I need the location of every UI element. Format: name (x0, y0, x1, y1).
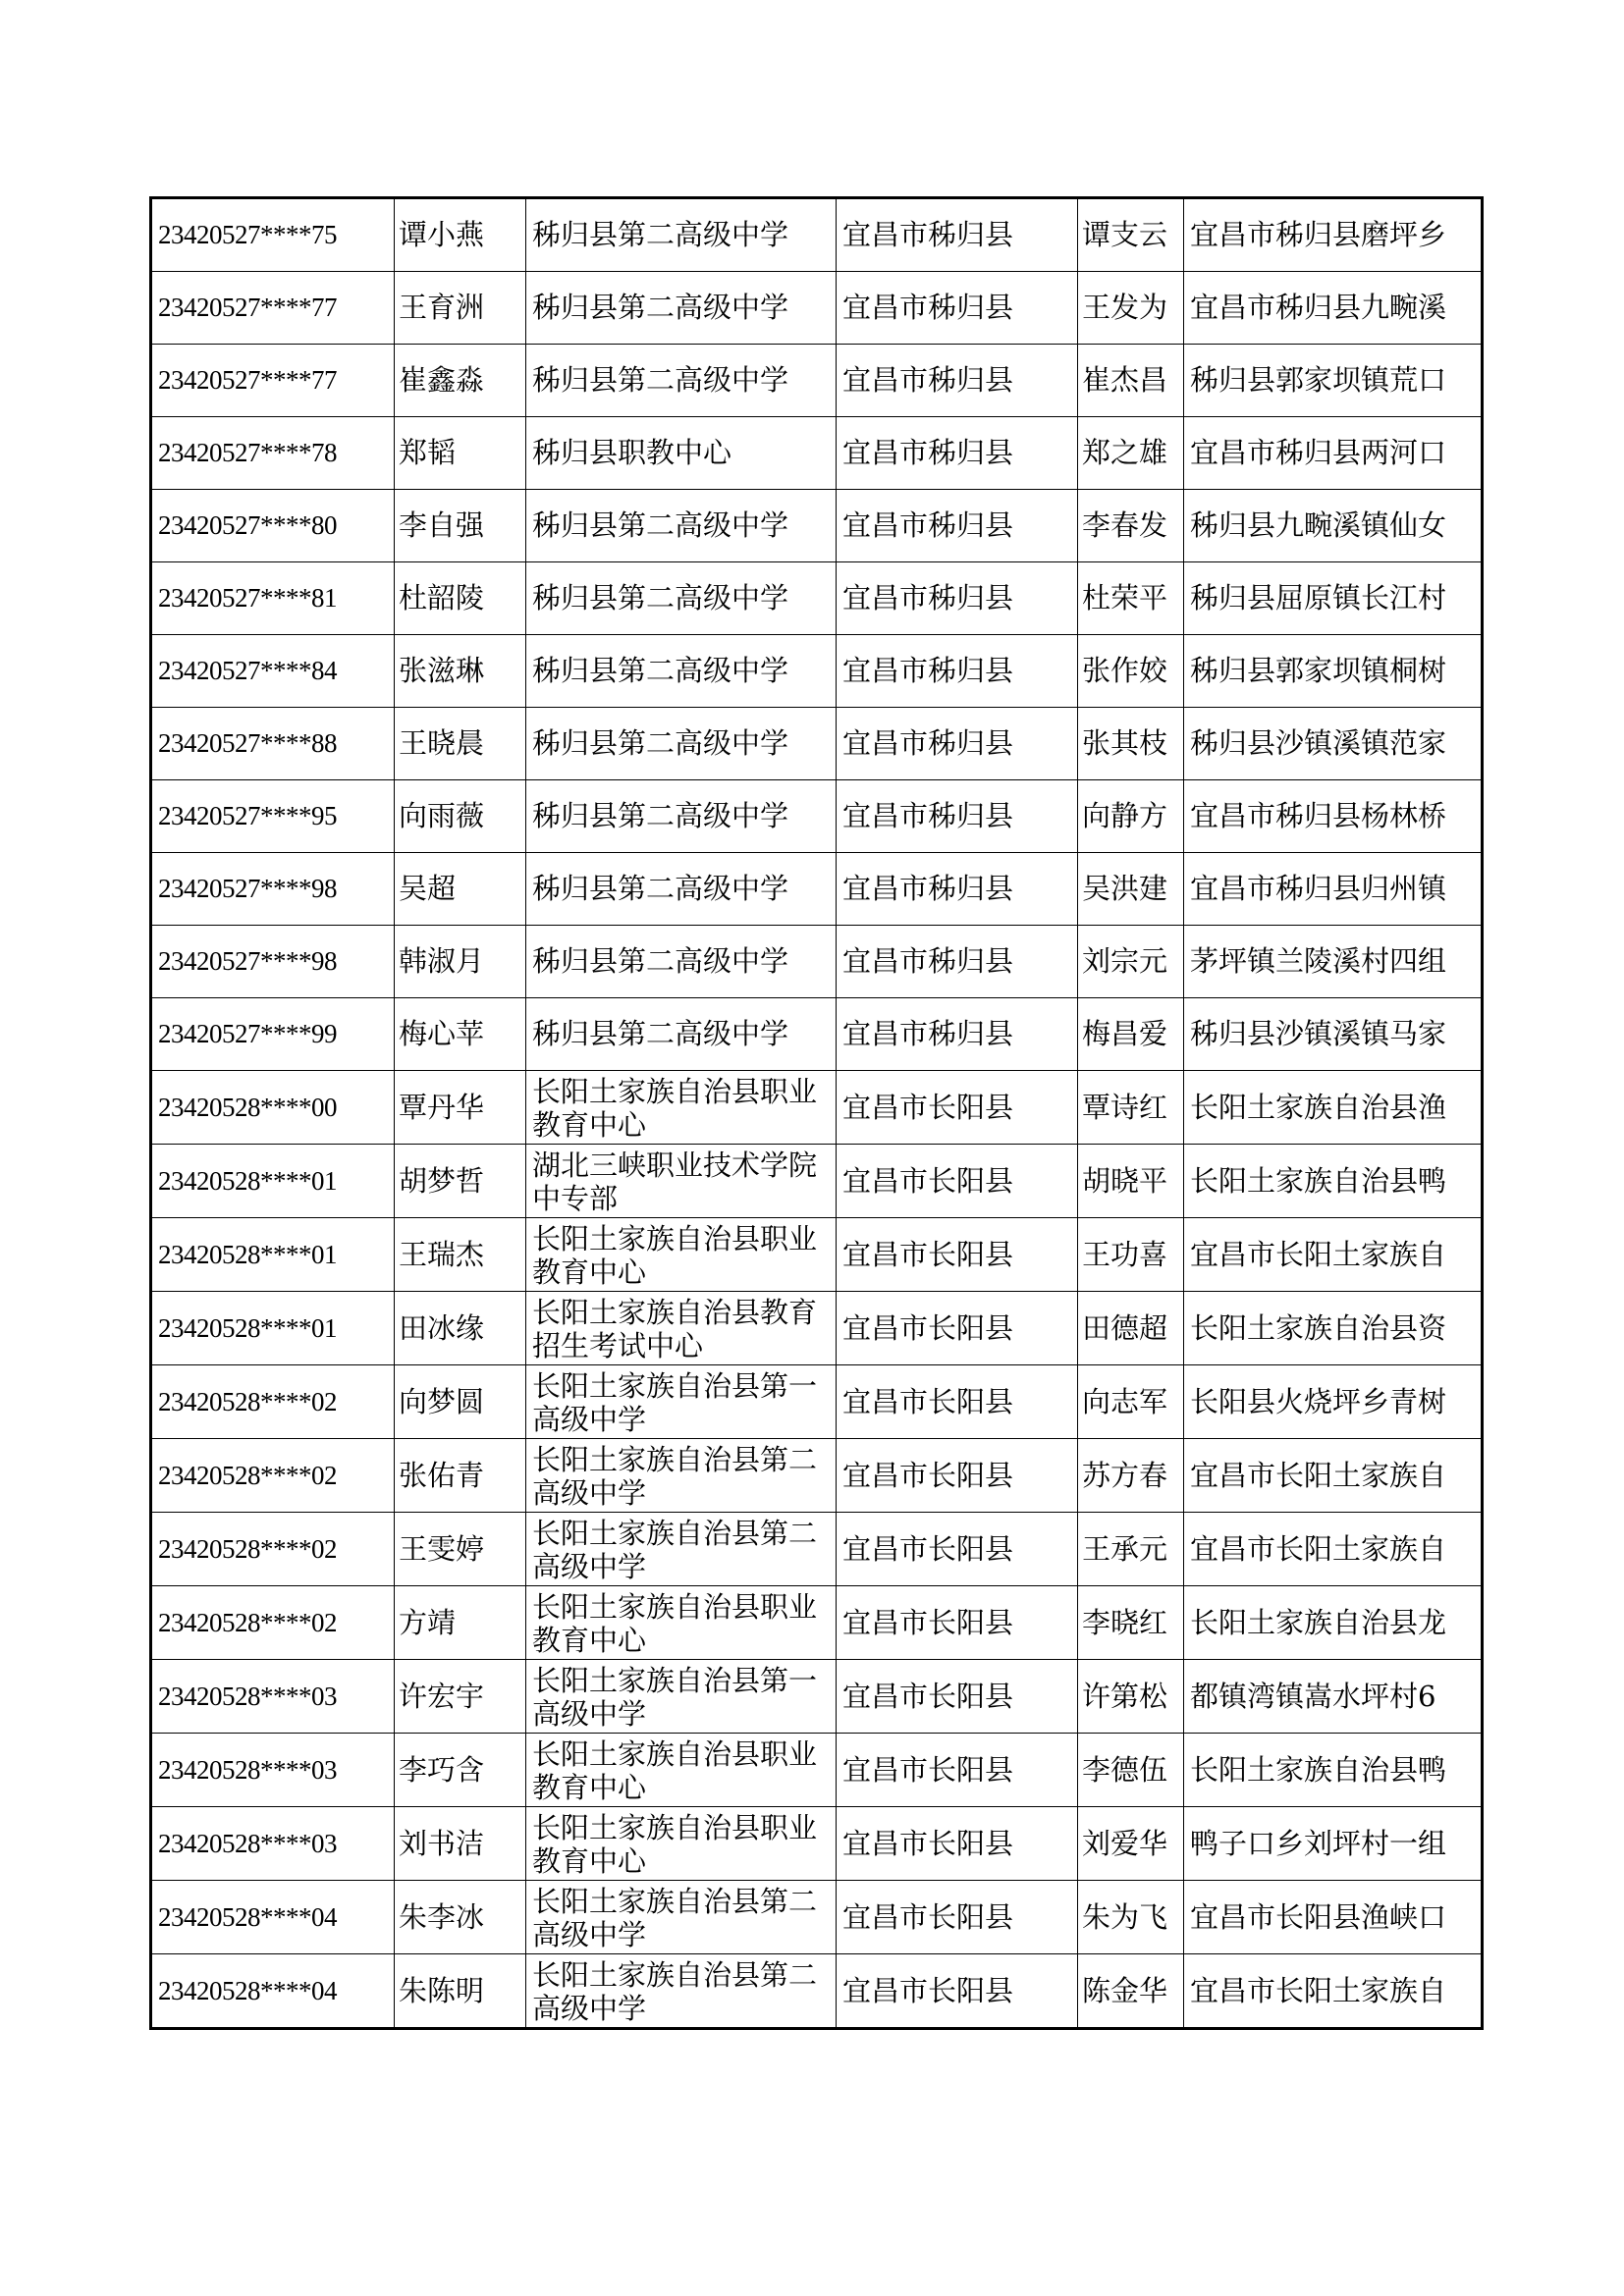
guardian-name-cell: 刘爱华 (1078, 1807, 1184, 1881)
region-cell: 宜昌市秭归县 (837, 635, 1078, 708)
school-cell: 秭归县第二高级中学 (526, 635, 837, 708)
address-cell: 长阳土家族自治县鸭 (1184, 1734, 1483, 1807)
table-body (151, 198, 1483, 2029)
guardian-name-cell: 张作姣 (1078, 635, 1184, 708)
table-row (151, 1292, 1483, 1365)
exam-id-cell: 23420527****98 (151, 853, 395, 926)
exam-id-cell: 23420527****80 (151, 490, 395, 562)
school-cell: 长阳土家族自治县第二高级中学 (526, 1954, 837, 2029)
address-cell: 秭归县沙镇溪镇马家 (1184, 998, 1483, 1071)
guardian-name-cell: 李德伍 (1078, 1734, 1184, 1807)
school-cell: 秭归县第二高级中学 (526, 708, 837, 780)
guardian-name-cell: 朱为飞 (1078, 1881, 1184, 1954)
student-name-cell: 张滋琳 (395, 635, 526, 708)
region-cell: 宜昌市秭归县 (837, 198, 1078, 272)
region-cell: 宜昌市长阳县 (837, 1881, 1078, 1954)
school-cell: 秭归县职教中心 (526, 417, 837, 490)
student-name-cell: 郑韬 (395, 417, 526, 490)
student-name-cell: 王瑞杰 (395, 1218, 526, 1292)
student-name-cell: 李自强 (395, 490, 526, 562)
table-row (151, 1071, 1483, 1145)
address-cell: 宜昌市长阳土家族自 (1184, 1954, 1483, 2029)
address-cell: 宜昌市长阳土家族自 (1184, 1218, 1483, 1292)
guardian-name-cell: 谭支云 (1078, 198, 1184, 272)
exam-id-cell: 23420527****78 (151, 417, 395, 490)
region-cell: 宜昌市长阳县 (837, 1660, 1078, 1734)
school-cell: 长阳土家族自治县第二高级中学 (526, 1881, 837, 1954)
school-cell: 秭归县第二高级中学 (526, 345, 837, 417)
exam-id-cell: 23420528****02 (151, 1513, 395, 1586)
table-row (151, 998, 1483, 1071)
address-cell: 宜昌市长阳土家族自 (1184, 1513, 1483, 1586)
table-row (151, 1145, 1483, 1218)
student-name-cell: 刘书洁 (395, 1807, 526, 1881)
table-row (151, 345, 1483, 417)
region-cell: 宜昌市长阳县 (837, 1145, 1078, 1218)
region-cell: 宜昌市秭归县 (837, 417, 1078, 490)
school-cell: 秭归县第二高级中学 (526, 490, 837, 562)
region-cell: 宜昌市长阳县 (837, 1586, 1078, 1660)
address-cell: 鸭子口乡刘坪村一组 (1184, 1807, 1483, 1881)
school-cell: 长阳土家族自治县职业教育中心 (526, 1734, 837, 1807)
table-row (151, 1954, 1483, 2029)
table-row (151, 1513, 1483, 1586)
student-name-cell: 李巧含 (395, 1734, 526, 1807)
table-row (151, 780, 1483, 853)
exam-id-cell: 23420527****84 (151, 635, 395, 708)
address-cell: 茅坪镇兰陵溪村四组 (1184, 926, 1483, 998)
student-name-cell: 杜韶陵 (395, 562, 526, 635)
guardian-name-cell: 杜荣平 (1078, 562, 1184, 635)
student-name-cell: 吴超 (395, 853, 526, 926)
address-cell: 宜昌市秭归县杨林桥 (1184, 780, 1483, 853)
student-name-cell: 韩淑月 (395, 926, 526, 998)
region-cell: 宜昌市长阳县 (837, 1954, 1078, 2029)
school-cell: 长阳土家族自治县职业教育中心 (526, 1218, 837, 1292)
student-name-cell: 向雨薇 (395, 780, 526, 853)
address-cell: 宜昌市秭归县两河口 (1184, 417, 1483, 490)
table-row (151, 853, 1483, 926)
exam-id-cell: 23420527****99 (151, 998, 395, 1071)
table-row (151, 1660, 1483, 1734)
school-cell: 长阳土家族自治县职业教育中心 (526, 1071, 837, 1145)
address-cell: 宜昌市长阳县渔峡口 (1184, 1881, 1483, 1954)
region-cell: 宜昌市秭归县 (837, 490, 1078, 562)
guardian-name-cell: 李晓红 (1078, 1586, 1184, 1660)
exam-id-cell: 23420528****04 (151, 1954, 395, 2029)
region-cell: 宜昌市长阳县 (837, 1218, 1078, 1292)
table-row (151, 1881, 1483, 1954)
student-name-cell: 朱李冰 (395, 1881, 526, 1954)
region-cell: 宜昌市秭归县 (837, 562, 1078, 635)
student-name-cell: 朱陈明 (395, 1954, 526, 2029)
student-name-cell: 田冰缘 (395, 1292, 526, 1365)
guardian-name-cell: 吴洪建 (1078, 853, 1184, 926)
guardian-name-cell: 郑之雄 (1078, 417, 1184, 490)
student-name-cell: 许宏宇 (395, 1660, 526, 1734)
school-cell: 长阳土家族自治县职业教育中心 (526, 1807, 837, 1881)
table-row (151, 490, 1483, 562)
region-cell: 宜昌市秭归县 (837, 780, 1078, 853)
exam-id-cell: 23420527****81 (151, 562, 395, 635)
school-cell: 秭归县第二高级中学 (526, 853, 837, 926)
region-cell: 宜昌市秭归县 (837, 708, 1078, 780)
guardian-name-cell: 苏方春 (1078, 1439, 1184, 1513)
school-cell: 秭归县第二高级中学 (526, 198, 837, 272)
table-row (151, 1807, 1483, 1881)
address-cell: 长阳土家族自治县龙 (1184, 1586, 1483, 1660)
student-name-cell: 胡梦哲 (395, 1145, 526, 1218)
school-cell: 长阳土家族自治县第二高级中学 (526, 1439, 837, 1513)
address-cell: 宜昌市秭归县九畹溪 (1184, 272, 1483, 345)
school-cell: 长阳土家族自治县第一高级中学 (526, 1365, 837, 1439)
student-name-cell: 王雯婷 (395, 1513, 526, 1586)
region-cell: 宜昌市长阳县 (837, 1513, 1078, 1586)
region-cell: 宜昌市长阳县 (837, 1807, 1078, 1881)
school-cell: 秭归县第二高级中学 (526, 272, 837, 345)
table-row (151, 272, 1483, 345)
region-cell: 宜昌市秭归县 (837, 998, 1078, 1071)
guardian-name-cell: 刘宗元 (1078, 926, 1184, 998)
guardian-name-cell: 覃诗红 (1078, 1071, 1184, 1145)
guardian-name-cell: 许第松 (1078, 1660, 1184, 1734)
guardian-name-cell: 向志军 (1078, 1365, 1184, 1439)
exam-id-cell: 23420528****01 (151, 1292, 395, 1365)
table-row (151, 926, 1483, 998)
table-row (151, 1365, 1483, 1439)
student-name-cell: 谭小燕 (395, 198, 526, 272)
region-cell: 宜昌市长阳县 (837, 1734, 1078, 1807)
student-record-table (149, 196, 1484, 2030)
region-cell: 宜昌市长阳县 (837, 1439, 1078, 1513)
address-cell: 宜昌市长阳土家族自 (1184, 1439, 1483, 1513)
exam-id-cell: 23420527****88 (151, 708, 395, 780)
region-cell: 宜昌市长阳县 (837, 1071, 1078, 1145)
region-cell: 宜昌市秭归县 (837, 345, 1078, 417)
exam-id-cell: 23420527****77 (151, 345, 395, 417)
guardian-name-cell: 田德超 (1078, 1292, 1184, 1365)
student-name-cell: 王晓晨 (395, 708, 526, 780)
address-cell: 都镇湾镇嵩水坪村6 (1184, 1660, 1483, 1734)
student-name-cell: 王育洲 (395, 272, 526, 345)
address-cell: 秭归县郭家坝镇荒口 (1184, 345, 1483, 417)
address-cell: 宜昌市秭归县磨坪乡 (1184, 198, 1483, 272)
address-cell: 长阳土家族自治县鸭 (1184, 1145, 1483, 1218)
table-row (151, 1586, 1483, 1660)
exam-id-cell: 23420528****01 (151, 1218, 395, 1292)
address-cell: 长阳县火烧坪乡青树 (1184, 1365, 1483, 1439)
school-cell: 湖北三峡职业技术学院中专部 (526, 1145, 837, 1218)
guardian-name-cell: 梅昌爱 (1078, 998, 1184, 1071)
school-cell: 秭归县第二高级中学 (526, 998, 837, 1071)
table-row (151, 708, 1483, 780)
exam-id-cell: 23420527****77 (151, 272, 395, 345)
address-cell: 长阳土家族自治县渔 (1184, 1071, 1483, 1145)
table-row (151, 635, 1483, 708)
exam-id-cell: 23420528****01 (151, 1145, 395, 1218)
exam-id-cell: 23420528****03 (151, 1660, 395, 1734)
exam-id-cell: 23420527****95 (151, 780, 395, 853)
exam-id-cell: 23420528****02 (151, 1439, 395, 1513)
region-cell: 宜昌市秭归县 (837, 853, 1078, 926)
school-cell: 秭归县第二高级中学 (526, 780, 837, 853)
school-cell: 秭归县第二高级中学 (526, 926, 837, 998)
address-cell: 秭归县郭家坝镇桐树 (1184, 635, 1483, 708)
table-row (151, 1734, 1483, 1807)
student-name-cell: 张佑青 (395, 1439, 526, 1513)
school-cell: 秭归县第二高级中学 (526, 562, 837, 635)
exam-id-cell: 23420528****02 (151, 1586, 395, 1660)
guardian-name-cell: 向静方 (1078, 780, 1184, 853)
guardian-name-cell: 陈金华 (1078, 1954, 1184, 2029)
guardian-name-cell: 王发为 (1078, 272, 1184, 345)
region-cell: 宜昌市长阳县 (837, 1292, 1078, 1365)
student-name-cell: 向梦圆 (395, 1365, 526, 1439)
address-cell: 秭归县屈原镇长江村 (1184, 562, 1483, 635)
exam-id-cell: 23420527****98 (151, 926, 395, 998)
region-cell: 宜昌市秭归县 (837, 272, 1078, 345)
region-cell: 宜昌市长阳县 (837, 1365, 1078, 1439)
student-name-cell: 梅心苹 (395, 998, 526, 1071)
address-cell: 长阳土家族自治县资 (1184, 1292, 1483, 1365)
guardian-name-cell: 张其枝 (1078, 708, 1184, 780)
student-name-cell: 方靖 (395, 1586, 526, 1660)
table-row (151, 198, 1483, 272)
exam-id-cell: 23420528****03 (151, 1734, 395, 1807)
student-name-cell: 崔鑫淼 (395, 345, 526, 417)
school-cell: 长阳土家族自治县第一高级中学 (526, 1660, 837, 1734)
guardian-name-cell: 王功喜 (1078, 1218, 1184, 1292)
guardian-name-cell: 李春发 (1078, 490, 1184, 562)
school-cell: 长阳土家族自治县职业教育中心 (526, 1586, 837, 1660)
exam-id-cell: 23420528****03 (151, 1807, 395, 1881)
guardian-name-cell: 崔杰昌 (1078, 345, 1184, 417)
guardian-name-cell: 胡晓平 (1078, 1145, 1184, 1218)
school-cell: 长阳土家族自治县教育招生考试中心 (526, 1292, 837, 1365)
guardian-name-cell: 王承元 (1078, 1513, 1184, 1586)
table-row (151, 1218, 1483, 1292)
address-cell: 宜昌市秭归县归州镇 (1184, 853, 1483, 926)
exam-id-cell: 23420528****02 (151, 1365, 395, 1439)
table-row (151, 1439, 1483, 1513)
region-cell: 宜昌市秭归县 (837, 926, 1078, 998)
student-name-cell: 覃丹华 (395, 1071, 526, 1145)
table-row (151, 417, 1483, 490)
address-cell: 秭归县沙镇溪镇范家 (1184, 708, 1483, 780)
school-cell: 长阳土家族自治县第二高级中学 (526, 1513, 837, 1586)
address-cell: 秭归县九畹溪镇仙女 (1184, 490, 1483, 562)
exam-id-cell: 23420527****75 (151, 198, 395, 272)
exam-id-cell: 23420528****04 (151, 1881, 395, 1954)
exam-id-cell: 23420528****00 (151, 1071, 395, 1145)
table-row (151, 562, 1483, 635)
